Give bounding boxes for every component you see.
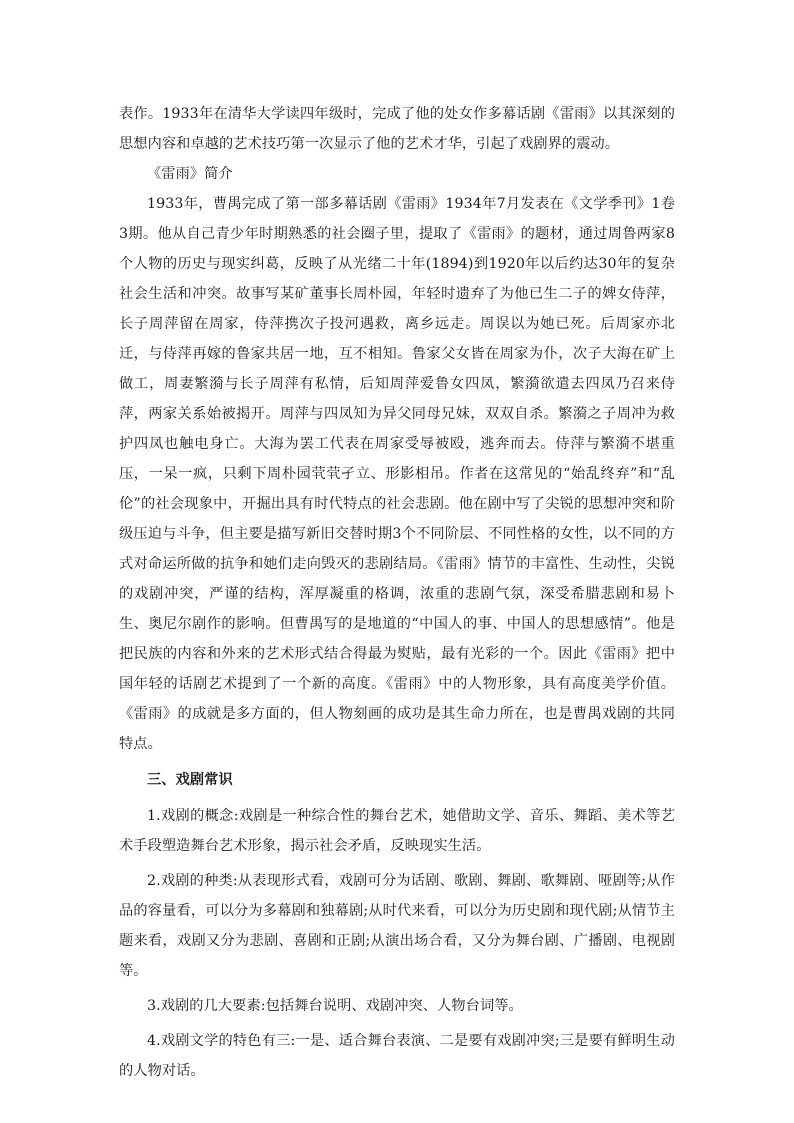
drama-types-item: 2.戏剧的种类:从表现形式看，戏剧可分为话剧、歌剧、舞剧、歌舞剧、哑剧等;从作品的容量看，可以分为多幕剧和独幕剧;从时代来看，可以分为历史剧和现代剧;从情节主题来看，戏剧又分为悲剧、喜剧和正剧;从演出场合看，又分为舞台剧、广播剧、电视剧等。 bbox=[119, 873, 675, 979]
drama-knowledge-heading: 三、戏剧常识 bbox=[147, 772, 233, 788]
leiyu-intro-paragraph: 1933年，曹禺完成了第一部多幕话剧《雷雨》1934年7月发表在《文学季刊》1卷3期。他从自己青少年时期熟悉的社会圈子里，提取了《雷雨》的题材，通过周鲁两家8个人物的历史与现实纠葛，反映了从光绪二十年(1894)到1920年以后约达30年的复杂社会生活和冲突。故事写某矿董事长周朴园，年轻时遗弃了为他已生二子的婢女侍萍，长子周萍留在周家，侍萍携次子投河遇救，离乡远走。周误以为她已死。后周家亦北迁，与侍萍再嫁的鲁家共居一地，互不相知。鲁家父女皆在周家为仆，次子大海在矿上做工，周妻繁漪与长子周萍有私情，后知周萍爱鲁女四凤，繁漪欲遣去四凤乃召来侍萍，两家关系始被揭开。周萍与四凤知为异父同母兄妹，双双自杀。繁漪之子周冲为救护四凤也触电身亡。大海为罢工代表在周家受辱被殴，逃奔而去。侍萍与繁漪不堪重压，一呆一疯，只剩下周朴园茕茕孑立、形影相吊。作者在这常见的“始乱终弃”和“乱伦”的社会现象中，开掘出具有时代特点的社会悲剧。他在剧中写了尖锐的思想冲突和阶级压迫与斗争，但主要是描写新旧交替时期3个不同阶层、不同性格的女性，以不同的方式对命运所做的抗争和她们走向毁灭的悲剧结局。《雷雨》情节的丰富性、生动性，尖锐的戏剧冲突，严谨的结构，浑厚凝重的格调，浓重的悲剧气氛，深受希腊悲剧和易卜生、奥尼尔剧作的影响。但曹禺写的是地道的“中国人的事、中国人的思想感情”。他是把民族的内容和外来的艺术形式结合得最为熨贴，最有光彩的一个。因此《雷雨》把中国年轻的话剧艺术提到了一个新的高度。《雷雨》中的人物形象，具有高度美学价值。《雷雨》的成就是多方面的，但人物刻画的成功是其生命力所在，也是曹禺戏剧的共同特点。 bbox=[119, 196, 675, 752]
leiyu-intro-heading: 《雷雨》简介 bbox=[147, 166, 233, 182]
drama-elements-item: 3.戏剧的几大要素:包括舞台说明、戏剧冲突、人物台词等。 bbox=[147, 998, 523, 1014]
intro-paragraph: 表作。1933年在清华大学读四年级时，完成了他的处女作多幕话剧《雷雨》以其深刻的思想内容和卓越的艺术技巧第一次显示了他的艺术才华，引起了戏剧界的震动。 bbox=[119, 106, 675, 152]
drama-literature-features-item: 4.戏剧文学的特色有三:一是、适合舞台表演、二是要有戏剧冲突;三是要有鲜明生动的人物对话。 bbox=[119, 1033, 675, 1079]
drama-concept-item: 1.戏剧的概念:戏剧是一种综合性的舞台艺术，她借助文学、音乐、舞蹈、美术等艺术手段塑造舞台艺术形象，揭示社会矛盾，反映现实生活。 bbox=[119, 808, 675, 854]
document-body bbox=[119, 99, 675, 1086]
